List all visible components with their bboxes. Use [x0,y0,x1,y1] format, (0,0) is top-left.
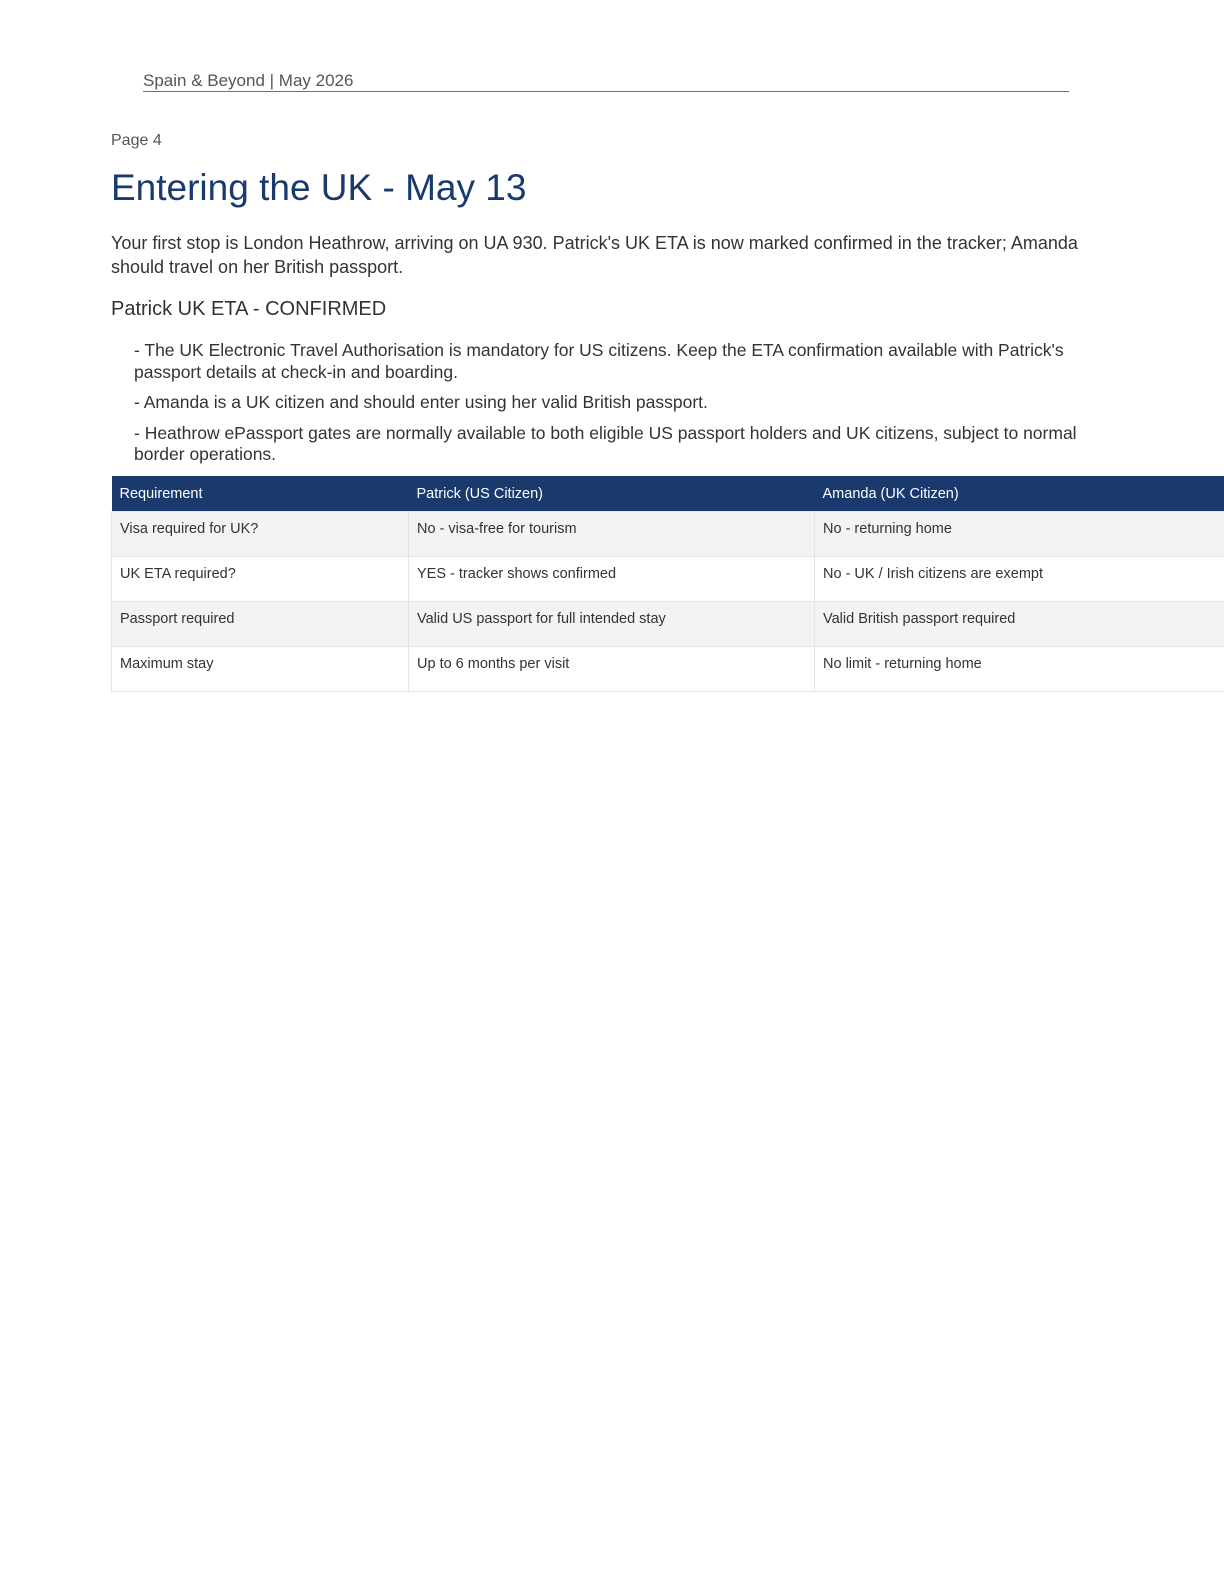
table-cell: Maximum stay [112,647,409,692]
table-cell: Passport required [112,602,409,647]
intro-paragraph: Your first stop is London Heathrow, arriving on UA 930. Patrick's UK ETA is now marked confirmed in the tracker; Amanda should travel on her British passport. [111,233,1078,277]
note-item: - Amanda is a UK citizen and should enter using her valid British passport. [134,392,708,412]
table-cell: Valid British passport required [815,602,1224,647]
note-item: - The UK Electronic Travel Authorisation is mandatory for US citizens. Keep the ETA confirmation available with Patrick's passport details at check-in and boarding. [134,340,1064,382]
table-cell: YES - tracker shows confirmed [409,557,815,602]
table-cell: No - returning home [815,512,1224,557]
column-header-requirement: Requirement [112,476,409,512]
table-cell: No limit - returning home [815,647,1224,692]
table-cell: Valid US passport for full intended stay [409,602,815,647]
column-header-amanda: Amanda (UK Citizen) [815,476,1224,512]
section-heading: Patrick UK ETA - CONFIRMED [111,298,387,320]
table-cell: UK ETA required? [112,557,409,602]
note-item: - Heathrow ePassport gates are normally available to both eligible US passport holders and UK citizens, subject to normal border operations. [134,422,1077,464]
table-cell: No - UK / Irish citizens are exempt [815,557,1224,602]
page-number: Page 4 [111,132,162,149]
table-header-row [112,476,1224,512]
table-cell: Visa required for UK? [112,512,409,557]
notes-list [134,340,1109,475]
table-cell: Up to 6 months per visit [409,647,815,692]
table-row [112,647,1224,692]
table-row [112,512,1224,557]
table-row [112,557,1224,602]
table-cell: No - visa-free for tourism [409,512,815,557]
requirements-table [111,476,1224,692]
column-header-patrick: Patrick (US Citizen) [409,476,815,512]
page-title: Entering the UK - May 13 [111,167,527,208]
table-row [112,602,1224,647]
running-header: Spain & Beyond | May 2026 [143,70,1069,92]
